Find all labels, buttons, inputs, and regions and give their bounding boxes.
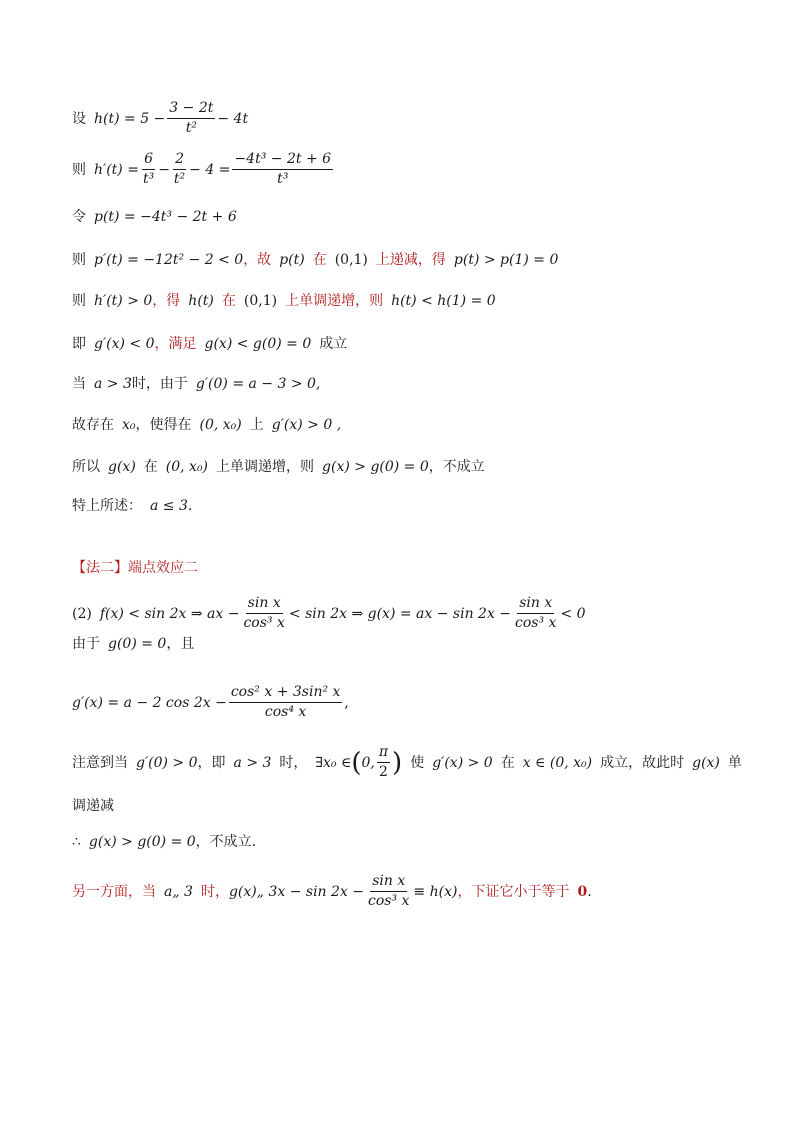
- line-g-derivative: [72, 685, 349, 721]
- math-expr: (0, x₀): [165, 459, 209, 475]
- fraction-denominator: t³: [142, 171, 155, 188]
- line-case-a-gt-3: [72, 377, 320, 391]
- fraction: [141, 152, 156, 188]
- line-h-increasing: [72, 294, 496, 308]
- math-expr: g′(x) < 0: [94, 336, 155, 352]
- lead-text: 即: [72, 336, 86, 352]
- math-expr: p(t) > p(1) = 0: [453, 252, 559, 268]
- left-paren: (: [351, 747, 362, 778]
- text: ，且: [166, 636, 195, 652]
- text: ，满足: [154, 336, 197, 352]
- math-expr: g′(x) > 0: [432, 754, 493, 771]
- math-expr: h(t) < h(1) = 0: [391, 293, 496, 309]
- math-expr: g′(x) > 0 ,: [271, 417, 342, 433]
- fraction-numerator: 3 − 2t: [167, 101, 215, 119]
- text: ，不成立.: [195, 834, 257, 850]
- lead-text: 由于: [72, 636, 100, 652]
- math-expr: a ≤ 3.: [150, 498, 193, 514]
- line-other-hand: [72, 874, 592, 910]
- fraction-numerator: 2: [173, 152, 186, 170]
- text: 在: [221, 293, 236, 309]
- lead-text: 则: [72, 252, 86, 268]
- text: 成立，故此时: [600, 754, 685, 771]
- math-expr: g(x)„ 3x − sin 2x −: [228, 883, 364, 900]
- math-expr: x ∈ (0, x₀): [522, 754, 593, 771]
- math-expr: g′(0) = a − 3 > 0,: [195, 376, 321, 392]
- line-decreasing-wrap: [72, 799, 114, 813]
- fraction-numerator: π: [377, 745, 390, 763]
- fraction: [366, 874, 411, 910]
- line-define-p: [72, 210, 237, 224]
- therefore-symbol: ∴: [72, 834, 81, 850]
- text: ，得: [152, 293, 181, 309]
- math-expr: − 4t: [217, 110, 249, 127]
- math-expr: h(t) = 5 −: [94, 110, 166, 127]
- text: ，使得在: [135, 417, 192, 433]
- math-expr: p(t): [279, 252, 305, 268]
- lead-text: 所以: [72, 459, 100, 475]
- line-g0-zero: [72, 637, 194, 651]
- lead-text: 设: [72, 110, 86, 127]
- fraction-denominator: 2: [378, 764, 388, 781]
- zero-value: 0: [577, 883, 588, 900]
- lead-text: 令: [72, 209, 86, 225]
- math-expr: g′(x) = a − 2 cos 2x −: [72, 694, 227, 711]
- fraction: [241, 596, 286, 632]
- text: 上: [249, 417, 264, 433]
- text: 时，由于: [131, 376, 188, 392]
- line-notice: [72, 745, 742, 781]
- math-expr: g′(0) > 0: [136, 754, 198, 771]
- text: 成立: [319, 336, 348, 352]
- right-paren: ): [392, 747, 403, 778]
- math-expr: g(x): [108, 459, 136, 475]
- lead-text: 另一方面，当: [72, 883, 156, 900]
- text: 上单调递增，则: [216, 459, 315, 475]
- lead-text: 则: [72, 293, 86, 309]
- math-expr: h(t): [188, 293, 214, 309]
- text: 在: [143, 459, 158, 475]
- fraction-numerator: cos² x + 3sin² x: [229, 685, 343, 703]
- fraction: [172, 152, 187, 188]
- line-derivative-h: [72, 152, 335, 188]
- lead-text: 当: [72, 376, 86, 392]
- heading-text: 【法二】端点效应二: [72, 560, 198, 576]
- math-expr: 0,: [361, 754, 375, 771]
- text: 在: [500, 754, 515, 771]
- math-expr: (0, x₀): [199, 417, 242, 433]
- fraction-denominator: cos³ x: [515, 615, 557, 632]
- lead-text: 特上所述：: [72, 498, 142, 514]
- text: ，不成立: [428, 459, 485, 475]
- math-expr: − 4 =: [189, 161, 231, 178]
- fraction: [513, 596, 558, 632]
- fraction-numerator: sin x: [370, 874, 407, 892]
- text: 时，: [279, 754, 308, 771]
- section-heading: [72, 561, 198, 575]
- part-number: (2): [72, 605, 92, 622]
- fraction-denominator: t²: [185, 120, 197, 137]
- text: 调递减: [72, 798, 114, 814]
- text: 单: [727, 754, 742, 771]
- text: ，故: [243, 252, 272, 268]
- line-summary: [72, 499, 192, 513]
- fraction-numerator: −4t³ − 2t + 6: [232, 152, 333, 170]
- text: 上递减，得: [375, 252, 446, 268]
- line-therefore: [72, 835, 256, 849]
- fraction: [377, 745, 390, 781]
- text: 使: [410, 754, 425, 771]
- fraction-denominator: cos³ x: [368, 893, 410, 910]
- math-expr: g(x) > g(0) = 0: [88, 834, 196, 850]
- fraction-denominator: cos⁴ x: [264, 704, 307, 721]
- math-expr: a > 3: [233, 754, 272, 771]
- period: .: [587, 883, 592, 900]
- math-expr: < 0: [560, 605, 586, 622]
- fraction-numerator: sin x: [517, 596, 554, 614]
- math-expr: g(x) < g(0) = 0: [204, 336, 312, 352]
- math-expr: f(x) < sin 2x ⇒ ax −: [99, 605, 240, 622]
- math-expr: g(x): [692, 754, 720, 771]
- math-op: −: [158, 161, 170, 178]
- fraction: [167, 101, 215, 137]
- math-expr: ,: [344, 694, 349, 711]
- math-expr: (0,1): [243, 293, 278, 309]
- lead-text: 故存在: [72, 417, 114, 433]
- text: 上单调递增，则: [285, 293, 384, 309]
- math-expr: ∃x₀ ∈: [315, 754, 352, 771]
- fraction: [229, 685, 343, 721]
- text: 在: [312, 252, 327, 268]
- text: ，即: [197, 754, 226, 771]
- fraction-denominator: t²: [173, 171, 186, 188]
- fraction-numerator: sin x: [246, 596, 283, 614]
- lead-text: 则: [72, 161, 86, 178]
- math-expr: ≡ h(x): [413, 883, 458, 900]
- text: ，下证它小于等于: [457, 883, 570, 900]
- math-expr: a„ 3: [164, 883, 193, 900]
- math-expr: < sin 2x ⇒ g(x) = ax − sin 2x −: [288, 605, 512, 622]
- math-expr: g(x) > g(0) = 0: [322, 459, 429, 475]
- lead-text: 注意到当: [72, 754, 128, 771]
- line-part-2: [72, 596, 586, 632]
- line-p-decreasing: [72, 253, 558, 267]
- text: 时，: [200, 883, 229, 900]
- math-expr: p′(t) = −12t² − 2 < 0: [94, 252, 244, 268]
- math-expr: g(0) = 0: [108, 636, 167, 652]
- math-expr: h′(t) > 0: [94, 293, 153, 309]
- fraction-denominator: t³: [277, 171, 289, 188]
- line-define-h: [72, 101, 248, 137]
- fraction-denominator: cos³ x: [243, 615, 285, 632]
- fraction: [232, 152, 333, 188]
- line-so-increasing: [72, 460, 485, 474]
- math-expr: a > 3: [94, 376, 132, 392]
- line-exists-x0: [72, 418, 341, 432]
- fraction-numerator: 6: [142, 152, 155, 170]
- math-expr: x₀: [122, 417, 136, 433]
- line-conclusion-g: [72, 337, 347, 351]
- math-expr: (0,1): [334, 252, 368, 268]
- math-expr: p(t) = −4t³ − 2t + 6: [94, 209, 237, 225]
- math-expr: h′(t) =: [94, 161, 139, 178]
